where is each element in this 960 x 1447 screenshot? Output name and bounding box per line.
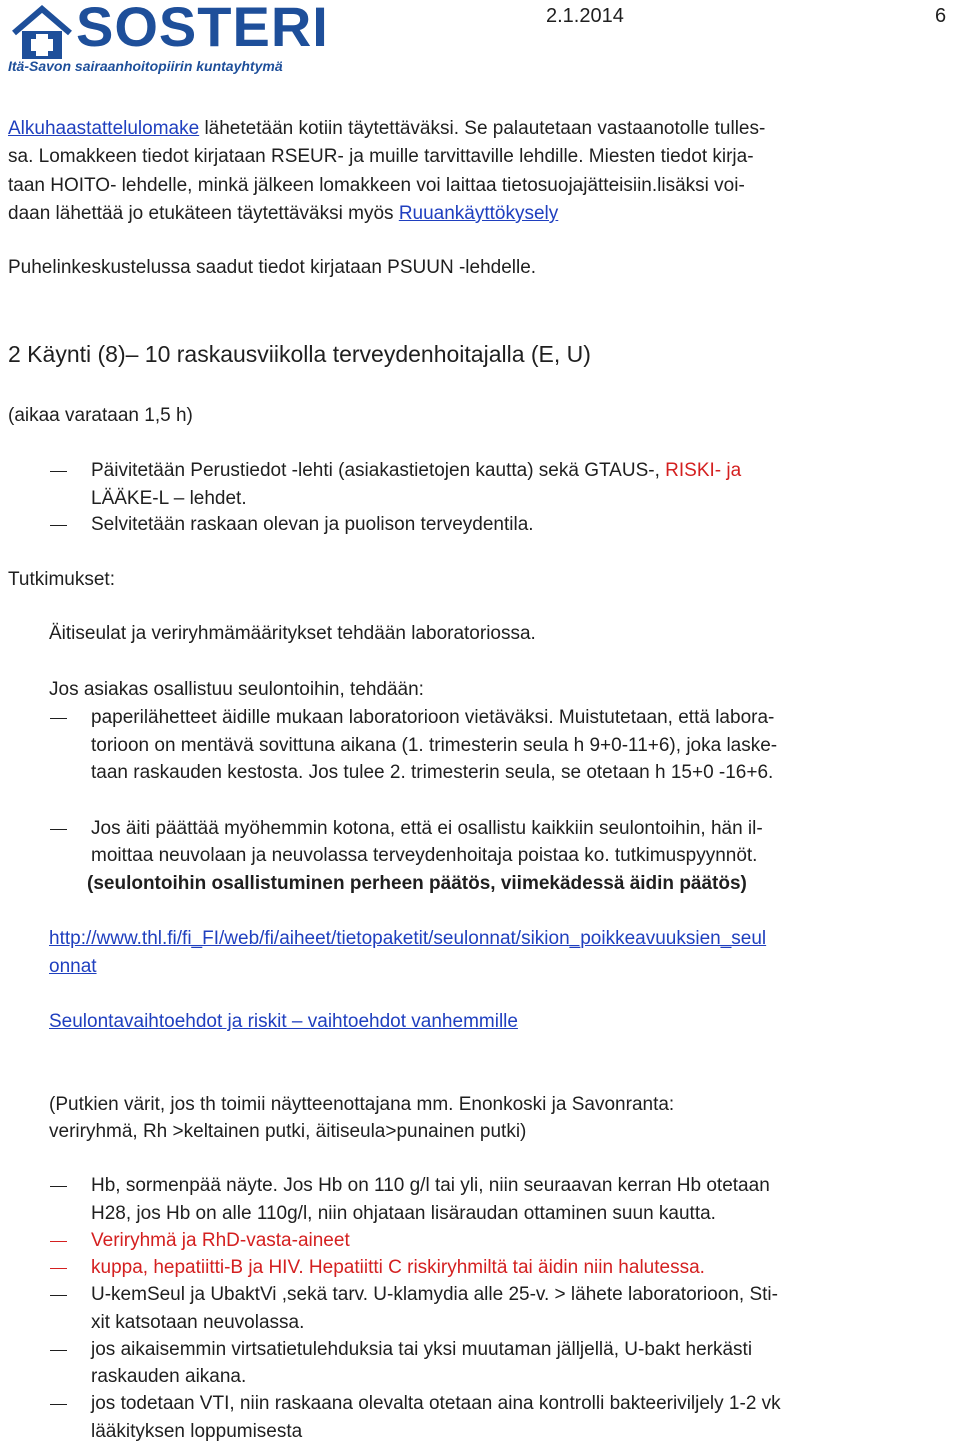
list-item: Selvitetään raskaan olevan ja puolison terveydentila. <box>91 514 534 535</box>
dash-icon <box>50 718 67 719</box>
dash-icon <box>50 525 67 526</box>
lab-note: Äitiseulat ja veriryhmämääritykset tehdään laboratoriossa. <box>49 623 536 644</box>
list-item-red-text: RISKI- ja <box>665 460 742 481</box>
intro-line-3: taan HOITO- lehdelle, minkä jälkeen lomakkeen voi laittaa tietosuojajätteisiin.lisäksi voi- <box>8 175 745 196</box>
dash-icon <box>50 1350 67 1351</box>
dash-icon <box>50 829 67 830</box>
list-item-continued: moittaa neuvolaan ja neuvolassa terveydenhoitaja poistaa ko. tutkimuspyynnöt. <box>91 845 758 866</box>
logo <box>0 0 380 82</box>
intro-line-2: sa. Lomakkeen tiedot kirjataan RSEUR- ja muille tarvittaville lehdille. Miesten tiedot kirja- <box>8 146 754 167</box>
intro-line-1-text: lähetetään kotiin täytettäväksi. Se palautetaan vastaanotolle tulles- <box>199 118 766 139</box>
screening-intro: Jos asiakas osallistuu seulontoihin, tehdään: <box>49 679 424 700</box>
list-item: paperilähetteet äidille mukaan laboratorioon vietäväksi. Muistutetaan, että labora- <box>91 707 775 728</box>
dash-icon <box>50 1404 67 1405</box>
screening-decision-note: (seulontoihin osallistuminen perheen päätös, viimekädessä äidin päätös) <box>87 873 747 894</box>
list-item: Veriryhmä ja RhD-vasta-aineet <box>91 1230 350 1251</box>
list-item-continued: H28, jos Hb on alle 110g/l, niin ohjataan lisäraudan ottaminen suun kautta. <box>91 1203 716 1224</box>
phone-note: Puhelinkeskustelussa saadut tiedot kirjataan PSUUN -lehdelle. <box>8 257 537 278</box>
list-item-continued: lääkityksen loppumisesta <box>91 1421 303 1442</box>
list-item-continued: xit katsotaan neuvolassa. <box>91 1312 305 1333</box>
page-number: 6 <box>935 5 947 27</box>
list-item: Jos äiti päättää myöhemmin kotona, että ei osallistu kaikkiin seulontoihin, hän il- <box>91 818 763 839</box>
list-item-continued: taan raskauden kestosta. Jos tulee 2. trimesterin seula, se otetaan h 15+0 -16+6. <box>91 762 774 783</box>
dash-icon <box>50 1186 67 1187</box>
header-date: 2.1.2014 <box>546 5 624 27</box>
list-item <box>91 460 741 482</box>
intro-line-4 <box>8 203 558 225</box>
logo-cross-house-icon <box>8 3 76 61</box>
link-alkuhaastattelulomake[interactable]: Alkuhaastattelulomake <box>8 118 200 139</box>
tubes-note-line-2: veriryhmä, Rh >keltainen putki, äitiseula>punainen putki) <box>49 1121 527 1142</box>
logo-name: SOSTERI <box>76 0 329 58</box>
link-thl-url[interactable]: http://www.thl.fi/fi_FI/web/fi/aiheet/tietopaketit/seulonnat/sikion_poikkeavuuksien_seul <box>49 928 767 949</box>
logo-tagline: Itä-Savon sairaanhoitopiirin kuntayhtymä <box>8 58 283 74</box>
tests-label: Tutkimukset: <box>8 569 115 590</box>
list-item: jos aikaisemmin virtsatietulehduksia tai yksi muutaman jälljellä, U-bakt herkästi <box>91 1339 753 1360</box>
list-item-text: Päivitetään Perustiedot -lehti (asiakastietojen kautta) sekä GTAUS-, <box>91 460 666 481</box>
dash-icon <box>50 1295 67 1296</box>
link-ruuankayttokysely[interactable]: Ruuankäyttökysely <box>398 203 559 224</box>
list-item: jos todetaan VTI, niin raskaana olevalta otetaan aina kontrolli bakteeriviljely 1-2 vk <box>91 1393 781 1414</box>
dash-icon <box>50 1241 67 1242</box>
dash-icon <box>50 471 67 472</box>
list-item: Hb, sormenpää näyte. Jos Hb on 110 g/l tai yli, niin seuraavan kerran Hb otetaan <box>91 1175 770 1196</box>
intro-line-1 <box>8 118 765 140</box>
link-seulontavaihtoehdot[interactable]: Seulontavaihtoehdot ja riskit – vaihtoehdot vanhemmille <box>49 1011 518 1032</box>
tubes-note-line-1: (Putkien värit, jos th toimii näytteenottajana mm. Enonkoski ja Savonranta: <box>49 1094 675 1115</box>
list-item-continued: raskauden aikana. <box>91 1366 247 1387</box>
list-item-continued: LÄÄKE-L – lehdet. <box>91 488 247 509</box>
list-item-continued: torioon on mentävä sovittuna aikana (1. trimesterin seula h 9+0-11+6), joka laske- <box>91 735 778 756</box>
section-heading: 2 Käynti (8)– 10 raskausviikolla terveydenhoitajalla (E, U) <box>8 341 591 367</box>
intro-line-4-text: daan lähettää jo etukäteen täytettäväksi myös <box>8 203 399 224</box>
list-item: kuppa, hepatiitti-B ja HIV. Hepatiitti C riskiryhmiltä tai äidin niin halutessa. <box>91 1257 705 1278</box>
link-thl-url-continued[interactable]: onnat <box>49 956 97 977</box>
dash-icon <box>50 1268 67 1269</box>
section-duration: (aikaa varataan 1,5 h) <box>8 405 193 426</box>
list-item: U-kemSeul ja UbaktVi ,sekä tarv. U-klamydia alle 25-v. > lähete laboratorioon, Sti- <box>91 1284 778 1305</box>
